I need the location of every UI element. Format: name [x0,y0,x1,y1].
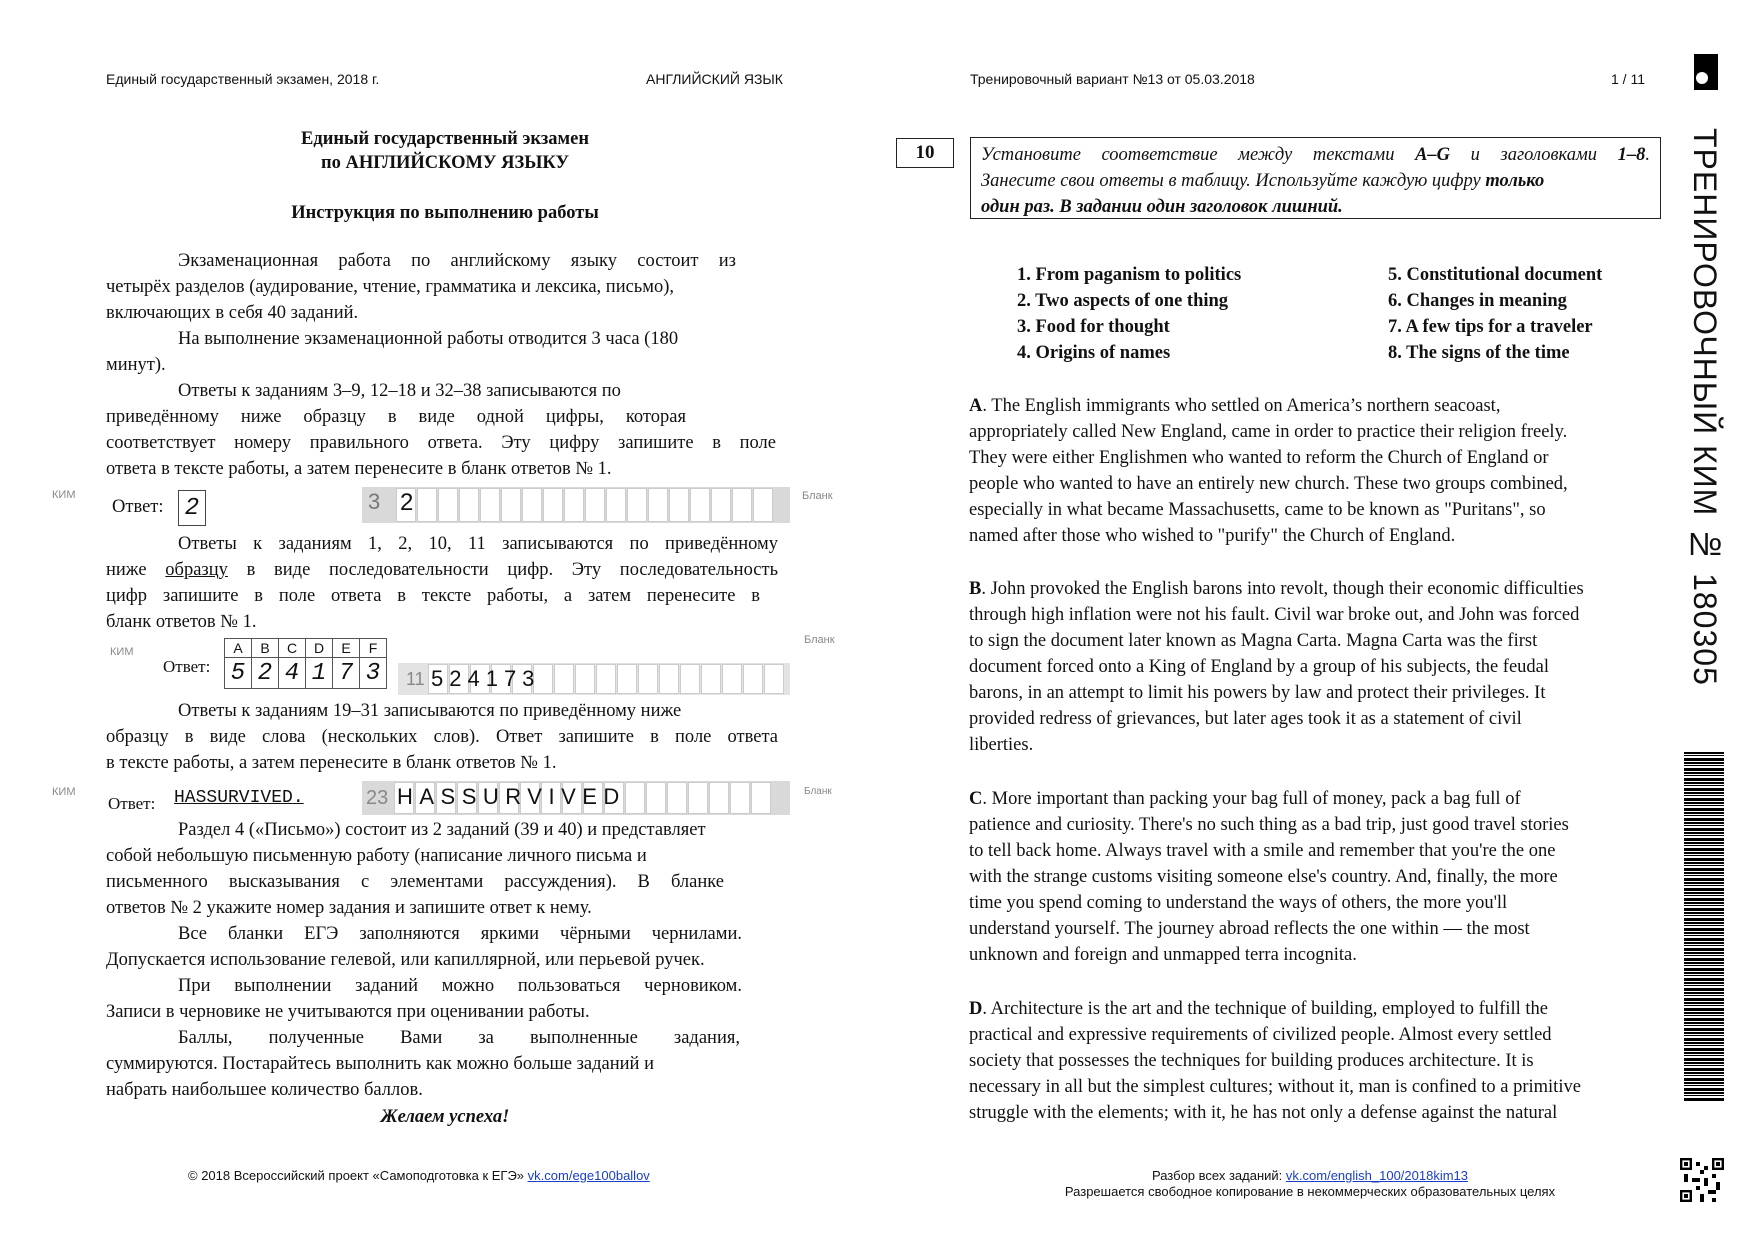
paragraph-2 [106,326,766,378]
heading-item: 1. From paganism to politics [1017,265,1242,285]
value: 3 [360,658,387,689]
text-line: provided redress of grievances, but later ages took it as a statement of civil [969,709,1522,729]
p8-line: При выполнении заданий можно пользоваться черновиком. [178,976,742,996]
p5-line: Ответы к заданиям 19–31 записываются по приведённому ниже [178,701,682,721]
left-footer [188,1168,650,1183]
header-exam: Единый государственный экзамен, 2018 г. [106,71,380,87]
text-line: society that possesses the techniques for building produces architecture. It is [969,1051,1534,1071]
task-number: 10 [896,138,954,168]
heading-item: 7. A few tips for a traveler [1388,317,1593,337]
paragraph-3 [106,378,776,482]
p4-line-2 [106,557,778,583]
text-line: understand yourself. The journey abroad reflects the one within — the most [969,919,1530,939]
values-row [225,658,387,689]
kim-label: КИМ [110,646,134,658]
text-d [969,996,1669,1126]
corner-marker [1694,54,1718,90]
answer-table [224,638,387,689]
letter: E [333,639,360,658]
letter: A [225,639,252,658]
text-letter: C [969,789,983,809]
p1-line: включающих в себя 40 заданий. [106,303,359,323]
text-line: people who wanted to have an entirely new church. These two groups combined, [969,474,1568,494]
task-text: 1–8 [1617,145,1646,165]
p6-line: ответов № 2 укажите номер задания и запишите ответ к нему. [106,898,592,918]
p5-line: в тексте работы, а затем перенесите в бланк ответов № 1. [106,753,557,773]
blank-task-number: 23 [366,787,389,809]
letters-row [225,639,387,658]
left-footer-link[interactable]: vk.com/ege100ballov [527,1168,650,1183]
answer-label: Ответ: [108,794,156,813]
letter: C [279,639,306,658]
p2-line: минут). [106,355,166,375]
header-page-number: 1 / 11 [1611,71,1645,87]
p3-line: приведённому ниже образцу в виде одной цифры, которая [106,407,686,427]
p7-line: Допускается использование гелевой, или капиллярной, или перьевой ручек. [106,950,705,970]
text-letter: A [969,396,983,416]
title [250,127,640,175]
blank-grid-3 [362,781,790,815]
p6-line: собой небольшую письменную работу (написание личного письма и [106,846,647,866]
value: 7 [333,658,360,689]
task-text: . [1645,145,1651,165]
blank-answer: 524173 [431,666,541,691]
text-line: named after those who wished to "purify" the Church of England. [969,526,1456,546]
kim-label: КИМ [52,489,76,501]
text-line: document forced onto a King of England by a group of his subjects, the feudal [969,657,1550,677]
right-footer-link[interactable]: vk.com/english_100/2018kim13 [1285,1168,1469,1183]
text-line: They were either Englishmen who wanted to reform the Church of England or [969,448,1549,468]
header-subject: АНГЛИЙСКИЙ ЯЗЫК [646,71,783,87]
right-footer-text: Разбор всех заданий: [1151,1168,1283,1183]
blank-label: Бланк [804,786,832,797]
p6-line: Раздел 4 («Письмо») состоит из 2 заданий (39 и 40) и представляет [178,820,706,840]
text-line: through high inflation were not his fault. Civil war broke out, and John was forced [969,605,1580,625]
p3-line: соответствует номеру правильного ответа. Эту цифру запишите в поле [106,433,776,453]
p2-line: На выполнение экзаменационной работы отводится 3 часа (180 [178,329,679,349]
p1-line: Экзаменационная работа по английскому языку состоит из [178,251,736,271]
paragraph-4 [106,531,778,635]
letter: D [306,639,333,658]
p6-line: письменного высказывания с элементами рассуждения). В бланке [106,872,724,892]
letter: B [252,639,279,658]
qr-code-graphic [1680,1158,1724,1202]
text-letter: D [969,999,983,1019]
heading-item: 5. Constitutional document [1388,265,1603,285]
answer-dot: . [292,788,304,808]
task-line-2 [981,168,1650,194]
text-line: struggle with the elements; with it, he has not only a defense against the natural [969,1103,1558,1123]
answer-value: 2 [178,490,206,526]
heading-item: 4. Origins of names [1017,343,1171,363]
text-line: with the strange customs visiting someone else's country. And, finally, the more [969,867,1558,887]
p4-line: Ответы к заданиям 1, 2, 10, 11 записываются по приведённому [178,534,778,554]
text-content: . John provoked the English barons into revolt, though their economic difficulties [981,579,1584,599]
value: 5 [225,658,252,689]
kim-label: КИМ [52,786,76,798]
text-a [969,393,1669,549]
vertical-title: ТРЕНИРОВОЧНЫЙ КИМ № 180305 [1687,128,1723,686]
right-footer [1000,1168,1620,1200]
task-line-3: один раз. В задании один заголовок лишний. [981,197,1343,217]
answer-label: Ответ: [112,497,164,517]
text-line: barons, in an attempt to limit his powers by law and protect their privileges. It [969,683,1546,703]
text-b [969,576,1669,758]
qr-code [1680,1158,1724,1202]
p1-line: четырёх разделов (аудирование, чтение, грамматика и лексика, письмо), [106,277,674,297]
blank-answer: HASSURVIVED [397,784,626,809]
text-line: especially in what became Massachusetts, came to be known as "Puritans", so [969,500,1546,520]
text-line: liberties. [969,735,1034,755]
p4-underlined: образцу [165,560,228,580]
text-line: patience and curiosity. There's no such thing as a bad trip, just good travel stories [969,815,1569,835]
wish: Желаем успеха! [380,1107,510,1127]
text-line: time you spend coming to understand the ways of others, the more you'll [969,893,1508,913]
answer-word: HASSURVIVED [174,788,293,808]
task-line-1 [981,142,1650,168]
value: 1 [306,658,333,689]
p9-line: набрать наибольшее количество баллов. [106,1080,423,1100]
p9-line: Баллы, полученные Вами за выполненные задания, [178,1028,740,1048]
blank-cells [396,488,788,522]
p3-line: Ответы к заданиям 3–9, 12–18 и 32–38 записываются по [178,381,621,401]
blank-task-number: 11 [406,669,425,689]
answer-label: Ответ: [163,657,211,676]
headings-col-1 [1017,262,1241,366]
heading-item: 8. The signs of the time [1388,343,1570,363]
task-instruction [970,137,1661,219]
right-footer-line2: Разрешается свободное копирование в некоммерческих образовательных целях [1064,1184,1556,1199]
text-c [969,786,1669,968]
left-footer-text: © 2018 Всероссийский проект «Самоподготовка к ЕГЭ» [188,1168,525,1183]
text-line: necessary in all but the simplest cultures; without it, man is confined to a primitive [969,1077,1581,1097]
title-line2: по АНГЛИЙСКОМУ ЯЗЫКУ [320,153,570,173]
text-letter: B [969,579,982,599]
text-line [969,393,1669,419]
paragraph-9 [106,1025,786,1103]
barcode [1684,752,1724,1102]
p4-text: ниже [106,560,147,580]
paragraph-1 [106,248,736,326]
blank-grid-1 [362,487,790,523]
blank-answer: 2 [400,489,414,516]
task-text: Занесите свои ответы в таблицу. Используйте каждую цифру [981,171,1481,191]
text-line [969,786,1669,812]
heading-item: 3. Food for thought [1017,317,1170,337]
text-line: practical and expressive requirements of civilized people. Almost every settled [969,1025,1552,1045]
heading-item: 6. Changes in meaning [1388,291,1567,311]
text-line: unknown and foreign and unmapped terra incognita. [969,945,1357,965]
text-line [969,996,1669,1022]
header-variant: Тренировочный вариант №13 от 05.03.2018 [970,71,1255,87]
p8-line: Записи в черновике не учитываются при оценивании работы. [106,1002,590,1022]
p3-line: ответа в тексте работы, а затем перенесите в бланк ответов № 1. [106,459,612,479]
answer-value [174,788,304,808]
text-content: . More important than packing your bag full of money, pack a bag full of [982,789,1521,809]
blank-label: Бланк [802,490,833,502]
value: 2 [252,658,279,689]
p4-line: бланк ответов № 1. [106,612,257,632]
heading-item: 2. Two aspects of one thing [1017,291,1229,311]
title-line1: Единый государственный экзамен [301,129,589,149]
task-text: Установите соответствие между текстами [981,145,1395,165]
task-text: A–G [1415,145,1451,165]
right-footer-line1 [1000,1168,1620,1184]
paragraph-7 [106,921,786,973]
blank-grid-2 [398,663,790,695]
letter: F [360,639,387,658]
instruction-title: Инструкция по выполнению работы [291,203,599,223]
p4-line: цифр запишите в поле ответа в тексте работы, а затем перенесите в [106,586,760,606]
value: 4 [279,658,306,689]
text-line: to tell back home. Always travel with a smile and remember that you're the one [969,841,1556,861]
paragraph-6 [106,817,786,921]
text-line: to sign the document later known as Magna Carta. Magna Carta was the first [969,631,1538,651]
text-line [969,576,1669,602]
p9-line: суммируются. Постарайтесь выполнить как можно больше заданий и [106,1054,654,1074]
blank-label: Бланк [804,634,835,646]
text-line: appropriately called New England, came in order to practice their religion freely. [969,422,1568,442]
blank-task-number: 3 [368,489,381,514]
p7-line: Все бланки ЕГЭ заполняются яркими чёрными чернилами. [178,924,742,944]
text-content: . The English immigrants who settled on America’s northern seacoast, [982,396,1501,416]
paragraph-5 [106,698,778,776]
headings-col-2 [1388,262,1602,366]
text-content: . Architecture is the art and the technique of building, employed to fulfill the [982,999,1549,1019]
p4-text: в виде последовательности цифр. Эту последовательность [246,560,779,580]
paragraph-8 [106,973,786,1025]
task-text: и заголовками [1470,145,1598,165]
task-text: только [1485,171,1545,191]
p5-line: образцу в виде слова (нескольких слов). Ответ запишите в поле ответа [106,727,778,747]
